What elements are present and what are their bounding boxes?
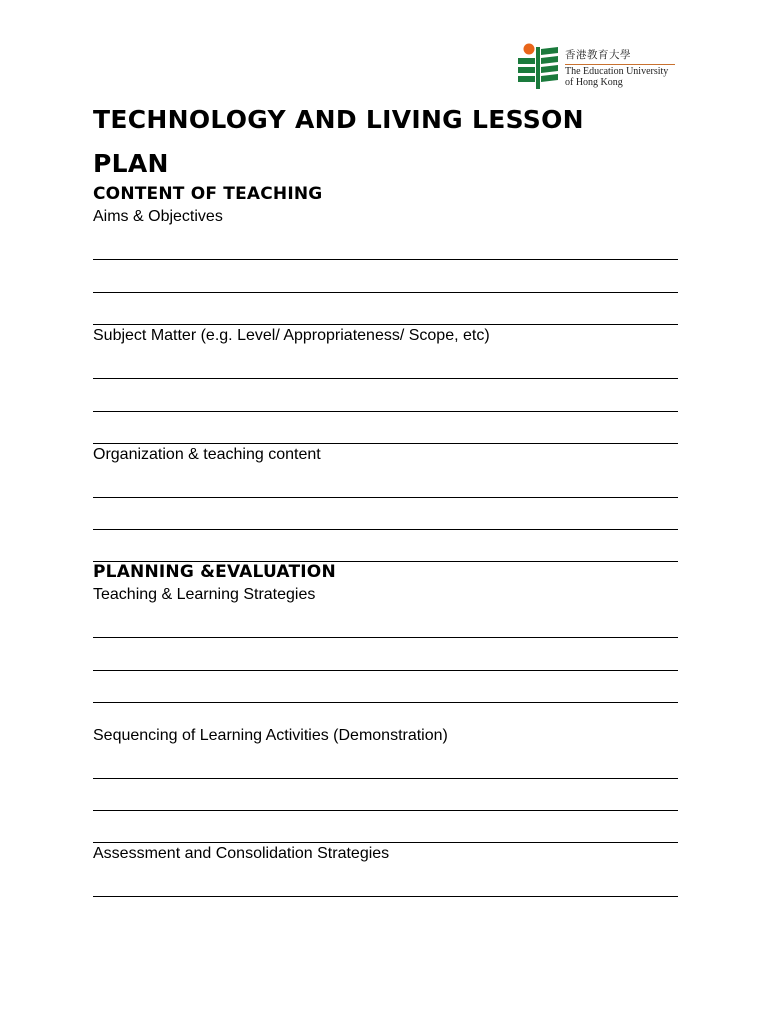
logo-name-english-line1: The Education University — [565, 66, 669, 77]
writing-line[interactable] — [93, 842, 678, 843]
writing-line[interactable] — [93, 497, 678, 498]
logo-wordmark — [565, 49, 677, 88]
writing-line[interactable] — [93, 778, 678, 779]
writing-line[interactable] — [93, 637, 678, 638]
writing-line[interactable] — [93, 529, 678, 530]
writing-line[interactable] — [93, 896, 678, 897]
logo-name-english-line2: of Hong Kong — [565, 77, 623, 88]
field-label-sequencing-learning-activities: Sequencing of Learning Activities (Demonstration) — [93, 727, 448, 744]
document-title-line1: TECHNOLOGY AND LIVING LESSON — [93, 105, 584, 134]
field-label-aims-objectives: Aims & Objectives — [93, 208, 223, 225]
section-heading-content-of-teaching: CONTENT OF TEACHING — [93, 184, 323, 204]
field-label-organization-teaching-content: Organization & teaching content — [93, 446, 321, 463]
document-title-line2: PLAN — [93, 149, 169, 178]
writing-line[interactable] — [93, 378, 678, 379]
writing-line[interactable] — [93, 443, 678, 444]
logo-name-chinese: 香港教育大學 — [565, 49, 631, 61]
writing-line[interactable] — [93, 324, 678, 325]
writing-line[interactable] — [93, 702, 678, 703]
logo-divider — [565, 64, 675, 65]
writing-line[interactable] — [93, 292, 678, 293]
eduhk-emblem-icon — [517, 43, 561, 89]
field-label-teaching-learning-strategies: Teaching & Learning Strategies — [93, 586, 316, 603]
university-logo — [517, 43, 677, 91]
writing-line[interactable] — [93, 810, 678, 811]
writing-line[interactable] — [93, 259, 678, 260]
field-label-assessment-consolidation: Assessment and Consolidation Strategies — [93, 845, 390, 862]
field-label-subject-matter: Subject Matter (e.g. Level/ Appropriateness/ Scope, etc) — [93, 327, 490, 344]
document-title — [93, 98, 653, 186]
writing-line[interactable] — [93, 411, 678, 412]
writing-line[interactable] — [93, 670, 678, 671]
section-heading-planning-evaluation: PLANNING &EVALUATION — [93, 562, 336, 582]
